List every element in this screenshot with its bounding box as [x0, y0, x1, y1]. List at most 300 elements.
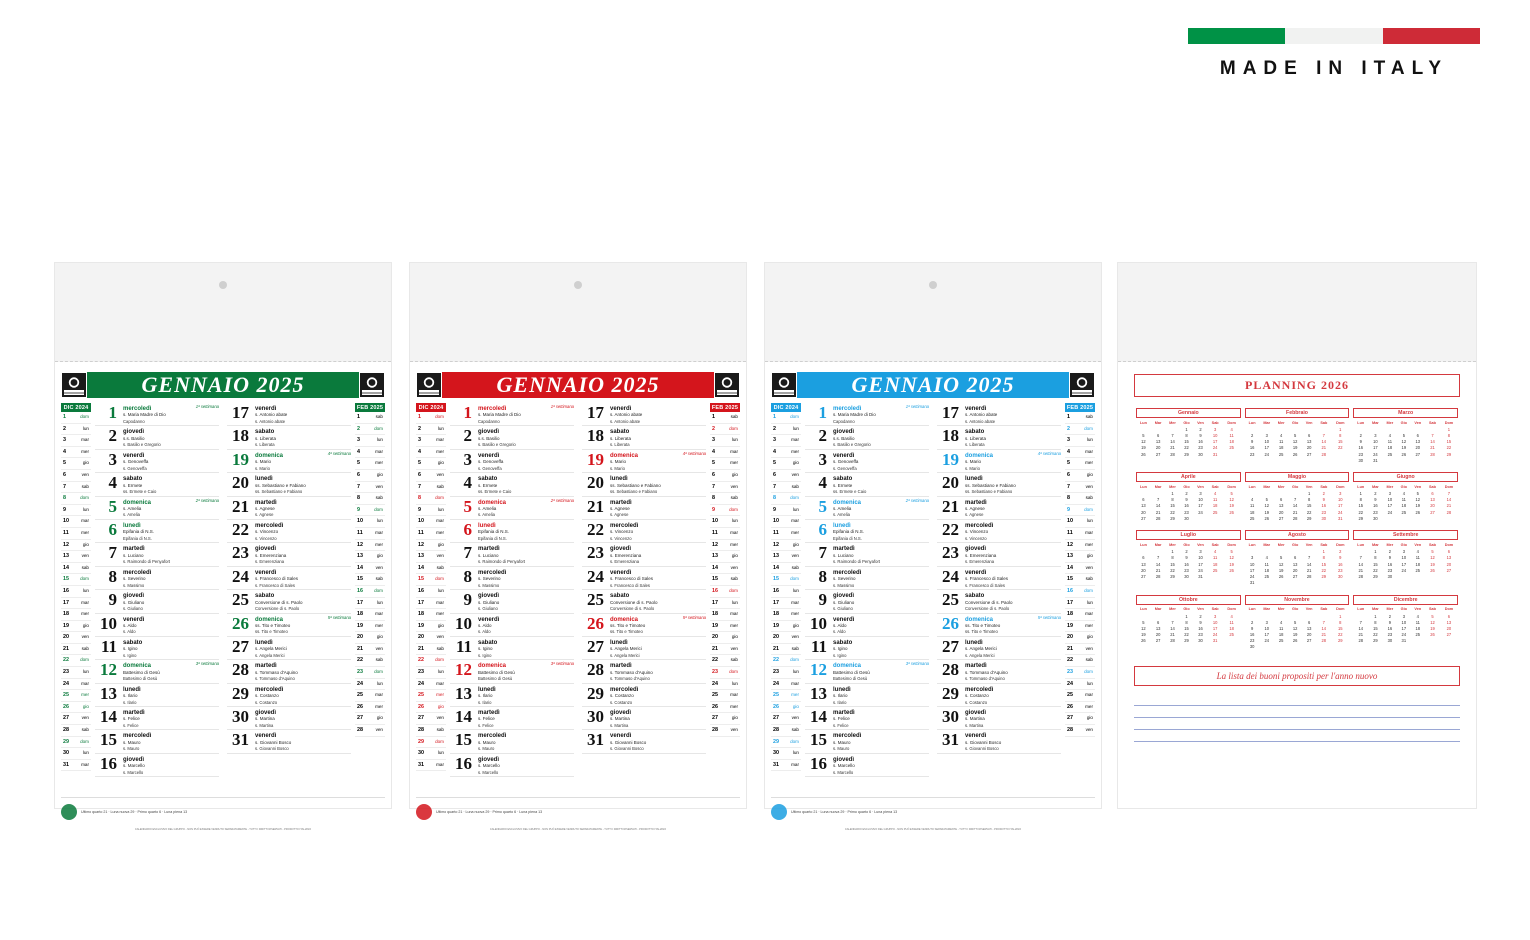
- calendar-day-row[interactable]: 15 mercoledì s. Mauro s. Mauro: [805, 730, 929, 753]
- calendar-day-row[interactable]: 5 domenica s. Amelia s. Amelia 2ª settimana: [805, 497, 929, 520]
- calendar-day-row[interactable]: 10 venerdì s. Aldo s. Aldo: [450, 614, 574, 637]
- calendar-day-row[interactable]: 13 lunedì s. Ilario s. Ilario: [805, 684, 929, 707]
- next-month-column-row: 21 ven: [710, 644, 740, 656]
- prev-month-column-row: 19 gio: [416, 621, 446, 633]
- prev-month-column-row: 25 mer: [416, 690, 446, 702]
- calendar-day-row[interactable]: 2 giovedì s.s. Basilio s. Basilio e Gregorio: [95, 426, 219, 449]
- moon-phase-icon: [61, 804, 77, 820]
- brand-logo-left-icon: [416, 372, 442, 398]
- days-column-right: [933, 403, 1065, 793]
- prev-month-column-row: 15 dom: [61, 574, 91, 586]
- calendar-day-row[interactable]: 13 lunedì s. Ilario s. Ilario: [95, 684, 219, 707]
- planning-month-agosto: [1243, 527, 1352, 591]
- calendar-day-row[interactable]: 9 giovedì s. Giuliano s. Giuliano: [805, 590, 929, 613]
- days-column-left: [801, 403, 933, 793]
- next-month-column-row: 11 mar: [710, 528, 740, 540]
- prev-month-column-row: 18 mer: [61, 609, 91, 621]
- planning-month-table: Lun Mar Mer Gio Ven Sab Dom 1 2 3 4 5 6 7 8 9 10 11 12 13 14 15 16 17 18 19 20 21 22 23 24 25 26 27 28 29 30: [1357, 543, 1454, 579]
- calendar-day-row[interactable]: 19 domenica s. Mario s. Mario 4ª settimana: [582, 450, 706, 473]
- calendar-day-row[interactable]: 11 sabato s. Igino s. Igino: [805, 637, 929, 660]
- calendar-day-row[interactable]: 20 lunedì ss. Sebastiano e Fabiano ss. Sebastiano e Fabiano: [227, 473, 351, 496]
- calendar-day-row[interactable]: 8 mercoledì s. Severino s. Massimo: [805, 567, 929, 590]
- calendar-day-row[interactable]: 7 martedì s. Luciano s. Raimondo di Penyafort: [450, 543, 574, 566]
- prev-month-column-row: 5 gio: [416, 458, 446, 470]
- prev-month-column-row: 13 ven: [61, 551, 91, 563]
- calendar-day-row[interactable]: 3 venerdì s. Genoveffa s. Genoveffa: [805, 450, 929, 473]
- prev-month-column-row: 23 lun: [61, 667, 91, 679]
- calendar-day-row[interactable]: 29 mercoledì s. Costanzo s. Costanzo: [582, 684, 706, 707]
- calendar-day-row[interactable]: 17 venerdì s. Antonio abate s. Antonio abate: [227, 403, 351, 426]
- next-month-column-row: 17 lun: [710, 598, 740, 610]
- planning-month-table: Lun Mar Mer Gio Ven Sab Dom 1 2 3 4 5 6 7 8 9 10 11 12 13 14 15 16 17 18 19 20 21 22 23 24 25 26 27 28 29 30: [1248, 607, 1345, 650]
- calendar-day-row[interactable]: 8 mercoledì s. Severino s. Massimo: [450, 567, 574, 590]
- prev-month-column: [416, 403, 446, 793]
- calendar-day-row[interactable]: 18 sabato s. Liberata s. Liberata: [582, 426, 706, 449]
- brand-logo-right-icon: [359, 372, 385, 398]
- prev-month-column-row: 10 mar: [61, 516, 91, 528]
- calendar-day-row[interactable]: 28 martedì s. Tommaso d'Aquino s. Tommaso d'Aquino: [937, 660, 1061, 683]
- prev-month-column-row: 28 sab: [61, 725, 91, 737]
- calendar-day-row[interactable]: 14 martedì s. Felice s. Felice: [95, 707, 219, 730]
- planning-note: La lista dei buoni propositi per l'anno nuovo: [1134, 666, 1460, 686]
- next-month-column-row: 27 gio: [355, 713, 385, 725]
- planning-month-aprile: [1134, 469, 1243, 527]
- planning-title: PLANNING 2026: [1134, 374, 1460, 397]
- prev-month-column-row: 14 sab: [61, 563, 91, 575]
- calendar-day-row[interactable]: 28 martedì s. Tommaso d'Aquino s. Tommaso d'Aquino: [582, 660, 706, 683]
- planning-month-table: Lun Mar Mer Gio Ven Sab Dom 1 2 3 4 5 6 7 8 9 10 11 12 13 14 15 16 17 18 19 20 21 22 23 24 25 26 27 28 29 30 31: [1357, 420, 1454, 463]
- next-month-column-row: 11 mar: [355, 528, 385, 540]
- planning-writing-lines[interactable]: [1134, 694, 1460, 742]
- prev-month-column-row: 21 sab: [416, 644, 446, 656]
- calendar-day-row[interactable]: 29 mercoledì s. Costanzo s. Costanzo: [227, 684, 351, 707]
- next-month-column-row: 5 mer: [1065, 458, 1095, 470]
- planning-month-marzo: [1351, 405, 1460, 469]
- calendar-day-row[interactable]: 9 giovedì s. Giuliano s. Giuliano: [95, 590, 219, 613]
- month-title-bar: [771, 370, 1095, 400]
- calendar-day-row[interactable]: 18 sabato s. Liberata s. Liberata: [227, 426, 351, 449]
- planning-month-table: Lun Mar Mer Gio Ven Sab Dom 1 2 3 4 5 6 7 8 9 10 11 12 13 14 15 16 17 18 19 20 21 22 23 24 25 26 27 28 29 30 31: [1248, 543, 1345, 586]
- prev-month-column-row: 10 mar: [771, 516, 801, 528]
- next-month-column-row: 5 mer: [355, 458, 385, 470]
- calendar-day-row[interactable]: 27 lunedì s. Angela Merici s. Angela Merici: [227, 637, 351, 660]
- next-month-column-row: 24 lun: [355, 679, 385, 691]
- prev-month-column-row: 31 mar: [771, 760, 801, 772]
- calendar-day-row[interactable]: 25 sabato Conversione di s. Paolo Conversione di s. Paolo: [227, 590, 351, 613]
- prev-month-column-row: 12 gio: [416, 540, 446, 552]
- prev-month-column-row: 20 ven: [771, 632, 801, 644]
- prev-month-column-row: 2 lun: [416, 424, 446, 436]
- next-month-column-row: 9 dom: [710, 505, 740, 517]
- calendar-day-row[interactable]: 5 domenica s. Amelia s. Amelia 2ª settimana: [450, 497, 574, 520]
- prev-month-column-row: 16 lun: [416, 586, 446, 598]
- calendar-day-row[interactable]: 26 domenica ss. Tito e Timoteo ss. Tito e Timoteo 5ª settimana: [227, 614, 351, 637]
- prev-month-column-row: 7 sab: [771, 482, 801, 494]
- prev-month-column-row: 30 lun: [416, 748, 446, 760]
- calendar-day-row[interactable]: 13 lunedì s. Ilario s. Ilario: [450, 684, 574, 707]
- next-month-column-row: 1 sab: [710, 412, 740, 424]
- calendar-day-row[interactable]: 4 sabato s. Ermete ss. Ermete e Caio: [450, 473, 574, 496]
- prev-month-column: [61, 403, 91, 793]
- calendar-sheet-red[interactable]: [410, 263, 746, 831]
- next-month-column-row: 3 lun: [710, 435, 740, 447]
- calendar-day-row[interactable]: 8 mercoledì s. Severino s. Massimo: [95, 567, 219, 590]
- calendar-day-row[interactable]: 30 giovedì s. Martina s. Martina: [937, 707, 1061, 730]
- calendar-day-row[interactable]: 21 martedì s. Agnese s. Agnese: [937, 497, 1061, 520]
- calendar-day-row[interactable]: 26 domenica ss. Tito e Timoteo ss. Tito e Timoteo 5ª settimana: [937, 614, 1061, 637]
- prev-month-column: [771, 403, 801, 793]
- planning-month-novembre: [1243, 592, 1352, 656]
- hanging-hole-icon: [929, 281, 937, 289]
- next-month-column-row: 13 gio: [1065, 551, 1095, 563]
- calendar-day-row[interactable]: 6 lunedì Epifania di N.S. Epifania di N.S.: [450, 520, 574, 543]
- calendar-day-row[interactable]: 7 martedì s. Luciano s. Raimondo di Penyafort: [95, 543, 219, 566]
- next-month-column-row: 7 ven: [710, 482, 740, 494]
- next-month-column-row: 6 gio: [355, 470, 385, 482]
- prev-month-column-row: 8 dom: [771, 493, 801, 505]
- calendar-day-row[interactable]: 12 domenica Battesimo di Gesù Battesimo di Gesù 3ª settimana: [450, 660, 574, 683]
- next-month-column-row: 8 sab: [355, 493, 385, 505]
- next-month-column-row: 25 mar: [1065, 690, 1095, 702]
- moon-phase-icon: [416, 804, 432, 820]
- prev-month-column-row: 24 mar: [61, 679, 91, 691]
- calendar-day-row[interactable]: 30 giovedì s. Martina s. Martina: [582, 707, 706, 730]
- next-month-column-row: 22 sab: [355, 655, 385, 667]
- prev-month-column-row: 16 lun: [61, 586, 91, 598]
- brand-logo-left-icon: [61, 372, 87, 398]
- calendar-day-row[interactable]: 31 venerdì s. Giovanni Bosco s. Giovanni Bosco: [227, 730, 351, 753]
- days-column-right: [578, 403, 710, 793]
- prev-month-column-row: 31 mar: [61, 760, 91, 772]
- prev-month-column-row: 19 gio: [61, 621, 91, 633]
- planning-month-table: Lun Mar Mer Gio Ven Sab Dom 1 2 3 4 5 6 7 8 9 10 11 12 13 14 15 16 17 18 19 20 21 22 23 24 25 26 27 28 29 30 31: [1139, 607, 1236, 644]
- calendar-day-row[interactable]: 25 sabato Conversione di s. Paolo Conversione di s. Paolo: [582, 590, 706, 613]
- month-title-bar: [61, 370, 385, 400]
- calendar-day-row[interactable]: 24 venerdì s. Francesco di Sales s. Francesco di Sales: [227, 567, 351, 590]
- calendar-sheet-green[interactable]: [55, 263, 391, 831]
- prev-month-column-row: 6 ven: [771, 470, 801, 482]
- planning-month-maggio: [1243, 469, 1352, 527]
- next-month-column-row: 27 gio: [710, 713, 740, 725]
- next-month-column-row: 10 lun: [710, 516, 740, 528]
- planning-month-dicembre: [1351, 592, 1460, 656]
- brand-logo-left-icon: [771, 372, 797, 398]
- month-title-bar: [416, 370, 740, 400]
- prev-month-column-row: 17 mar: [416, 598, 446, 610]
- hanging-hole-icon: [574, 281, 582, 289]
- calendar-day-row[interactable]: 28 martedì s. Tommaso d'Aquino s. Tommaso d'Aquino: [227, 660, 351, 683]
- planning-month-table: Lun Mar Mer Gio Ven Sab Dom 1 2 3 4 5 6 7 8 9 10 11 12 13 14 15 16 17 18 19 20 21 22 23 24 25 26 27 28 29 30 31: [1139, 420, 1236, 457]
- legal-notice: CALENDARIO ESCLUSIVO DEL GRUPPO - NON PUÒ ESSERE VENDUTO SEPARATAMENTE - TUTTI I DIRITTI RISERVATI - PRODOTTO ITALIANO: [134, 828, 312, 831]
- next-month-column-row: 18 mar: [710, 609, 740, 621]
- calendar-day-row[interactable]: 27 lunedì s. Angela Merici s. Angela Merici: [937, 637, 1061, 660]
- calendar-day-row[interactable]: 10 venerdì s. Aldo s. Aldo: [95, 614, 219, 637]
- calendar-day-row[interactable]: 31 venerdì s. Giovanni Bosco s. Giovanni Bosco: [937, 730, 1061, 753]
- prev-month-column-row: 16 lun: [771, 586, 801, 598]
- next-month-column-header: FEB 2025: [356, 404, 384, 411]
- planning-month-name: Novembre: [1245, 595, 1350, 605]
- calendar-day-row[interactable]: 17 venerdì s. Antonio abate s. Antonio abate: [937, 403, 1061, 426]
- prev-month-column-row: 9 lun: [61, 505, 91, 517]
- calendar-day-row[interactable]: 18 sabato s. Liberata s. Liberata: [937, 426, 1061, 449]
- prev-month-column-row: 4 mer: [771, 447, 801, 459]
- next-month-column-row: 17 lun: [355, 598, 385, 610]
- calendar-day-row[interactable]: 22 mercoledì s. Vincenzo s. Vincenzo: [937, 520, 1061, 543]
- moon-phase-icon: [771, 804, 787, 820]
- planning-month-table: Lun Mar Mer Gio Ven Sab Dom 1 2 3 4 5 6 7 8 9 10 11 12 13 14 15 16 17 18 19 20 21 22 23 24 25 26 27 28 29 30 31: [1357, 607, 1454, 644]
- prev-month-column-header: DIC 2024: [61, 403, 91, 412]
- calendar-day-row[interactable]: 4 sabato s. Ermete ss. Ermete e Caio: [805, 473, 929, 496]
- calendar-day-row[interactable]: 16 giovedì s. Marcello s. Marcello: [95, 754, 219, 777]
- next-month-column-row: 6 gio: [1065, 470, 1095, 482]
- next-month-column-row: 26 mer: [710, 702, 740, 714]
- days-column-left: [446, 403, 578, 793]
- prev-month-column-row: 22 dom: [771, 655, 801, 667]
- prev-month-column-row: 30 lun: [61, 748, 91, 760]
- next-month-column-row: 14 ven: [1065, 563, 1095, 575]
- prev-month-column-row: 31 mar: [416, 760, 446, 772]
- next-month-column-row: 7 ven: [355, 482, 385, 494]
- calendar-day-row[interactable]: 23 giovedì s. Emerenziana s. Emerenziana: [227, 543, 351, 566]
- prev-month-column-row: 25 mer: [61, 690, 91, 702]
- next-month-column-row: 28 ven: [1065, 725, 1095, 737]
- calendar-day-row[interactable]: 2 giovedì s.s. Basilio s. Basilio e Gregorio: [450, 426, 574, 449]
- prev-month-column-row: 6 ven: [416, 470, 446, 482]
- calendar-day-row[interactable]: 31 venerdì s. Giovanni Bosco s. Giovanni Bosco: [582, 730, 706, 753]
- next-month-column-row: 16 dom: [1065, 586, 1095, 598]
- next-month-column-row: 9 dom: [1065, 505, 1095, 517]
- calendar-day-row[interactable]: 24 venerdì s. Francesco di Sales s. Francesco di Sales: [937, 567, 1061, 590]
- calendar-day-row[interactable]: 5 domenica s. Amelia s. Amelia 2ª settimana: [95, 497, 219, 520]
- planning-month-name: Settembre: [1353, 530, 1458, 540]
- calendar-day-row[interactable]: 11 sabato s. Igino s. Igino: [450, 637, 574, 660]
- planning-month-table: Lun Mar Mer Gio Ven Sab Dom 1 2 3 4 5 6 7 8 9 10 11 12 13 14 15 16 17 18 19 20 21 22 23 24 25 26 27 28: [1248, 420, 1345, 457]
- calendar-day-row[interactable]: 3 venerdì s. Genoveffa s. Genoveffa: [95, 450, 219, 473]
- calendar-day-row[interactable]: 19 domenica s. Mario s. Mario 4ª settimana: [937, 450, 1061, 473]
- next-month-column-row: 26 mer: [355, 702, 385, 714]
- next-month-column-row: 20 gio: [1065, 632, 1095, 644]
- calendar-day-row[interactable]: 23 giovedì s. Emerenziana s. Emerenziana: [937, 543, 1061, 566]
- moon-phase-text: Ultimo quarto 21 · Luna nuova 29 · Primo quarto 6 · Luna piena 13: [436, 810, 543, 814]
- next-month-column-row: 8 sab: [1065, 493, 1095, 505]
- calendar-day-row[interactable]: 20 lunedì ss. Sebastiano e Fabiano ss. Sebastiano e Fabiano: [937, 473, 1061, 496]
- prev-month-column-row: 23 lun: [771, 667, 801, 679]
- prev-month-column-row: 28 sab: [771, 725, 801, 737]
- prev-month-column-row: 24 mar: [416, 679, 446, 691]
- calendar-day-row[interactable]: 1 mercoledì s. Maria Madre di Dio Capodanno 1ª settimana: [805, 403, 929, 426]
- prev-month-column-row: 27 ven: [771, 713, 801, 725]
- next-month-column-row: 3 lun: [1065, 435, 1095, 447]
- next-month-column-row: 2 dom: [1065, 424, 1095, 436]
- calendar-day-row[interactable]: 21 martedì s. Agnese s. Agnese: [582, 497, 706, 520]
- next-month-column-row: 9 dom: [355, 505, 385, 517]
- prev-month-column-row: 29 dom: [61, 737, 91, 749]
- next-month-column: [710, 403, 740, 793]
- planning-month-name: Gennaio: [1136, 408, 1241, 418]
- prev-month-column-row: 29 dom: [771, 737, 801, 749]
- next-month-column-row: 12 mer: [1065, 540, 1095, 552]
- calendar-day-row[interactable]: 25 sabato Conversione di s. Paolo Conversione di s. Paolo: [937, 590, 1061, 613]
- prev-month-column-row: 14 sab: [416, 563, 446, 575]
- next-month-column-row: 25 mar: [355, 690, 385, 702]
- prev-month-column-row: 21 sab: [61, 644, 91, 656]
- next-month-column-header: FEB 2025: [711, 404, 739, 411]
- prev-month-column-row: 1 dom: [61, 412, 91, 424]
- calendar-day-row[interactable]: 9 giovedì s. Giuliano s. Giuliano: [450, 590, 574, 613]
- next-month-column-row: 6 gio: [710, 470, 740, 482]
- calendar-day-row[interactable]: 16 giovedì s. Marcello s. Marcello: [805, 754, 929, 777]
- legal-notice: CALENDARIO ESCLUSIVO DEL GRUPPO - NON PUÒ ESSERE VENDUTO SEPARATAMENTE - TUTTI I DIRITTI RISERVATI - PRODOTTO ITALIANO: [489, 828, 667, 831]
- prev-month-column-row: 2 lun: [61, 424, 91, 436]
- prev-month-column-row: 24 mar: [771, 679, 801, 691]
- calendar-day-row[interactable]: 20 lunedì ss. Sebastiano e Fabiano ss. Sebastiano e Fabiano: [582, 473, 706, 496]
- prev-month-column-row: 3 mar: [416, 435, 446, 447]
- calendar-day-row[interactable]: 30 giovedì s. Martina s. Martina: [227, 707, 351, 730]
- planning-month-name: Maggio: [1245, 472, 1350, 482]
- prev-month-column-row: 17 mar: [771, 598, 801, 610]
- next-month-column-row: 10 lun: [355, 516, 385, 528]
- calendar-day-row[interactable]: 6 lunedì Epifania di N.S. Epifania di N.S.: [805, 520, 929, 543]
- days-column-right: [223, 403, 355, 793]
- prev-month-column-row: 26 gio: [771, 702, 801, 714]
- prev-month-column-row: 5 gio: [771, 458, 801, 470]
- next-month-column-row: 1 sab: [1065, 412, 1095, 424]
- calendar-day-row[interactable]: 15 mercoledì s. Mauro s. Mauro: [450, 730, 574, 753]
- calendar-day-row[interactable]: 10 venerdì s. Aldo s. Aldo: [805, 614, 929, 637]
- calendar-day-row[interactable]: 29 mercoledì s. Costanzo s. Costanzo: [937, 684, 1061, 707]
- next-month-column-row: 21 ven: [1065, 644, 1095, 656]
- calendar-day-row[interactable]: 23 giovedì s. Emerenziana s. Emerenziana: [582, 543, 706, 566]
- next-month-column-row: 15 sab: [710, 574, 740, 586]
- next-month-column-row: 13 gio: [355, 551, 385, 563]
- calendar-day-row[interactable]: 14 martedì s. Felice s. Felice: [805, 707, 929, 730]
- calendar-day-row[interactable]: 2 giovedì s.s. Basilio s. Basilio e Gregorio: [805, 426, 929, 449]
- calendar-day-row[interactable]: 21 martedì s. Agnese s. Agnese: [227, 497, 351, 520]
- prev-month-column-row: 26 gio: [416, 702, 446, 714]
- prev-month-column-row: 6 ven: [61, 470, 91, 482]
- calendar-day-row[interactable]: 12 domenica Battesimo di Gesù Battesimo di Gesù 3ª settimana: [95, 660, 219, 683]
- prev-month-column-row: 12 gio: [61, 540, 91, 552]
- planning-month-gennaio: [1134, 405, 1243, 469]
- calendar-day-row[interactable]: 16 giovedì s. Marcello s. Marcello: [450, 754, 574, 777]
- calendar-day-row[interactable]: 3 venerdì s. Genoveffa s. Genoveffa: [450, 450, 574, 473]
- sheet-header-blank: [765, 263, 1101, 362]
- calendar-day-row[interactable]: 19 domenica s. Mario s. Mario 4ª settimana: [227, 450, 351, 473]
- next-month-column-row: 22 sab: [1065, 655, 1095, 667]
- calendar-day-row[interactable]: 22 mercoledì s. Vincenzo s. Vincenzo: [227, 520, 351, 543]
- days-column-left: [91, 403, 223, 793]
- calendar-sheet-blue[interactable]: [765, 263, 1101, 831]
- next-month-column-row: 5 mer: [710, 458, 740, 470]
- prev-month-column-row: 12 gio: [771, 540, 801, 552]
- next-month-column-row: 10 lun: [1065, 516, 1095, 528]
- prev-month-column-row: 28 sab: [416, 725, 446, 737]
- planning-month-name: Giugno: [1353, 472, 1458, 482]
- planning-month-name: Dicembre: [1353, 595, 1458, 605]
- prev-month-column-row: 18 mer: [771, 609, 801, 621]
- prev-month-column-row: 30 lun: [771, 748, 801, 760]
- next-month-column-header: FEB 2025: [1066, 404, 1094, 411]
- next-month-column-row: 18 mar: [355, 609, 385, 621]
- prev-month-column-row: 13 ven: [771, 551, 801, 563]
- next-month-column-row: 7 ven: [1065, 482, 1095, 494]
- calendar-sheet-planning[interactable]: [1118, 263, 1476, 808]
- sheet-header-blank: [55, 263, 391, 362]
- next-month-column-row: 23 dom: [1065, 667, 1095, 679]
- prev-month-column-row: 25 mer: [771, 690, 801, 702]
- calendar-day-row[interactable]: 6 lunedì Epifania di N.S. Epifania di N.S.: [95, 520, 219, 543]
- prev-month-column-row: 8 dom: [61, 493, 91, 505]
- made-in-italy-caption: MADE IN ITALY: [1219, 58, 1449, 79]
- hanging-hole-icon: [219, 281, 227, 289]
- planning-month-settembre: [1351, 527, 1460, 591]
- calendar-day-row[interactable]: 22 mercoledì s. Vincenzo s. Vincenzo: [582, 520, 706, 543]
- prev-month-column-row: 11 mer: [771, 528, 801, 540]
- next-month-column-row: 26 mer: [1065, 702, 1095, 714]
- prev-month-column-row: 20 ven: [61, 632, 91, 644]
- prev-month-column-row: 18 mer: [416, 609, 446, 621]
- prev-month-column-row: 5 gio: [61, 458, 91, 470]
- calendar-day-row[interactable]: 17 venerdì s. Antonio abate s. Antonio abate: [582, 403, 706, 426]
- moon-phase-strip: [61, 797, 385, 826]
- prev-month-column-row: 7 sab: [416, 482, 446, 494]
- calendar-day-row[interactable]: 1 mercoledì s. Maria Madre di Dio Capodanno 1ª settimana: [95, 403, 219, 426]
- calendar-day-row[interactable]: 24 venerdì s. Francesco di Sales s. Francesco di Sales: [582, 567, 706, 590]
- prev-month-column-row: 13 ven: [416, 551, 446, 563]
- prev-month-column-row: 20 ven: [416, 632, 446, 644]
- planning-month-luglio: [1134, 527, 1243, 591]
- calendar-day-row[interactable]: 11 sabato s. Igino s. Igino: [95, 637, 219, 660]
- next-month-column-row: 21 ven: [355, 644, 385, 656]
- next-month-column-row: 4 mar: [355, 447, 385, 459]
- calendar-day-row[interactable]: 1 mercoledì s. Maria Madre di Dio Capodanno 1ª settimana: [450, 403, 574, 426]
- planning-month-name: Agosto: [1245, 530, 1350, 540]
- calendar-day-row[interactable]: 14 martedì s. Felice s. Felice: [450, 707, 574, 730]
- prev-month-column-row: 9 lun: [416, 505, 446, 517]
- next-month-column-row: 24 lun: [1065, 679, 1095, 691]
- planning-month-table: Lun Mar Mer Gio Ven Sab Dom 1 2 3 4 5 6 7 8 9 10 11 12 13 14 15 16 17 18 19 20 21 22 23 24 25 26 27 28 29 30: [1139, 484, 1236, 521]
- prev-month-column-row: 22 dom: [416, 655, 446, 667]
- next-month-column-row: 28 ven: [355, 725, 385, 737]
- next-month-column-row: 8 sab: [710, 493, 740, 505]
- moon-phase-strip: [416, 797, 740, 826]
- planning-month-name: Marzo: [1353, 408, 1458, 418]
- next-month-column-row: 4 mar: [1065, 447, 1095, 459]
- calendar-day-row[interactable]: 26 domenica ss. Tito e Timoteo ss. Tito e Timoteo 5ª settimana: [582, 614, 706, 637]
- planning-month-name: Luglio: [1136, 530, 1241, 540]
- next-month-column-row: 15 sab: [1065, 574, 1095, 586]
- next-month-column-row: 19 mer: [1065, 621, 1095, 633]
- sheet-header-blank: [1118, 263, 1476, 362]
- next-month-column-row: 12 mer: [355, 540, 385, 552]
- prev-month-column-row: 4 mer: [416, 447, 446, 459]
- calendar-day-row[interactable]: 12 domenica Battesimo di Gesù Battesimo di Gesù 3ª settimana: [805, 660, 929, 683]
- prev-month-column-row: 2 lun: [771, 424, 801, 436]
- italian-flag-icon: [1188, 28, 1480, 44]
- planning-month-name: Febbraio: [1245, 408, 1350, 418]
- calendar-day-row[interactable]: 7 martedì s. Luciano s. Raimondo di Penyafort: [805, 543, 929, 566]
- prev-month-column-row: 29 dom: [416, 737, 446, 749]
- prev-month-column-row: 9 lun: [771, 505, 801, 517]
- next-month-column-row: 23 dom: [355, 667, 385, 679]
- next-month-column: [1065, 403, 1095, 793]
- month-title: GENNAIO 2025: [87, 372, 359, 398]
- prev-month-column-row: 1 dom: [416, 412, 446, 424]
- calendar-day-row[interactable]: 15 mercoledì s. Mauro s. Mauro: [95, 730, 219, 753]
- next-month-column-row: 18 mar: [1065, 609, 1095, 621]
- calendar-day-row[interactable]: 27 lunedì s. Angela Merici s. Angela Merici: [582, 637, 706, 660]
- calendar-day-row[interactable]: 4 sabato s. Ermete ss. Ermete e Caio: [95, 473, 219, 496]
